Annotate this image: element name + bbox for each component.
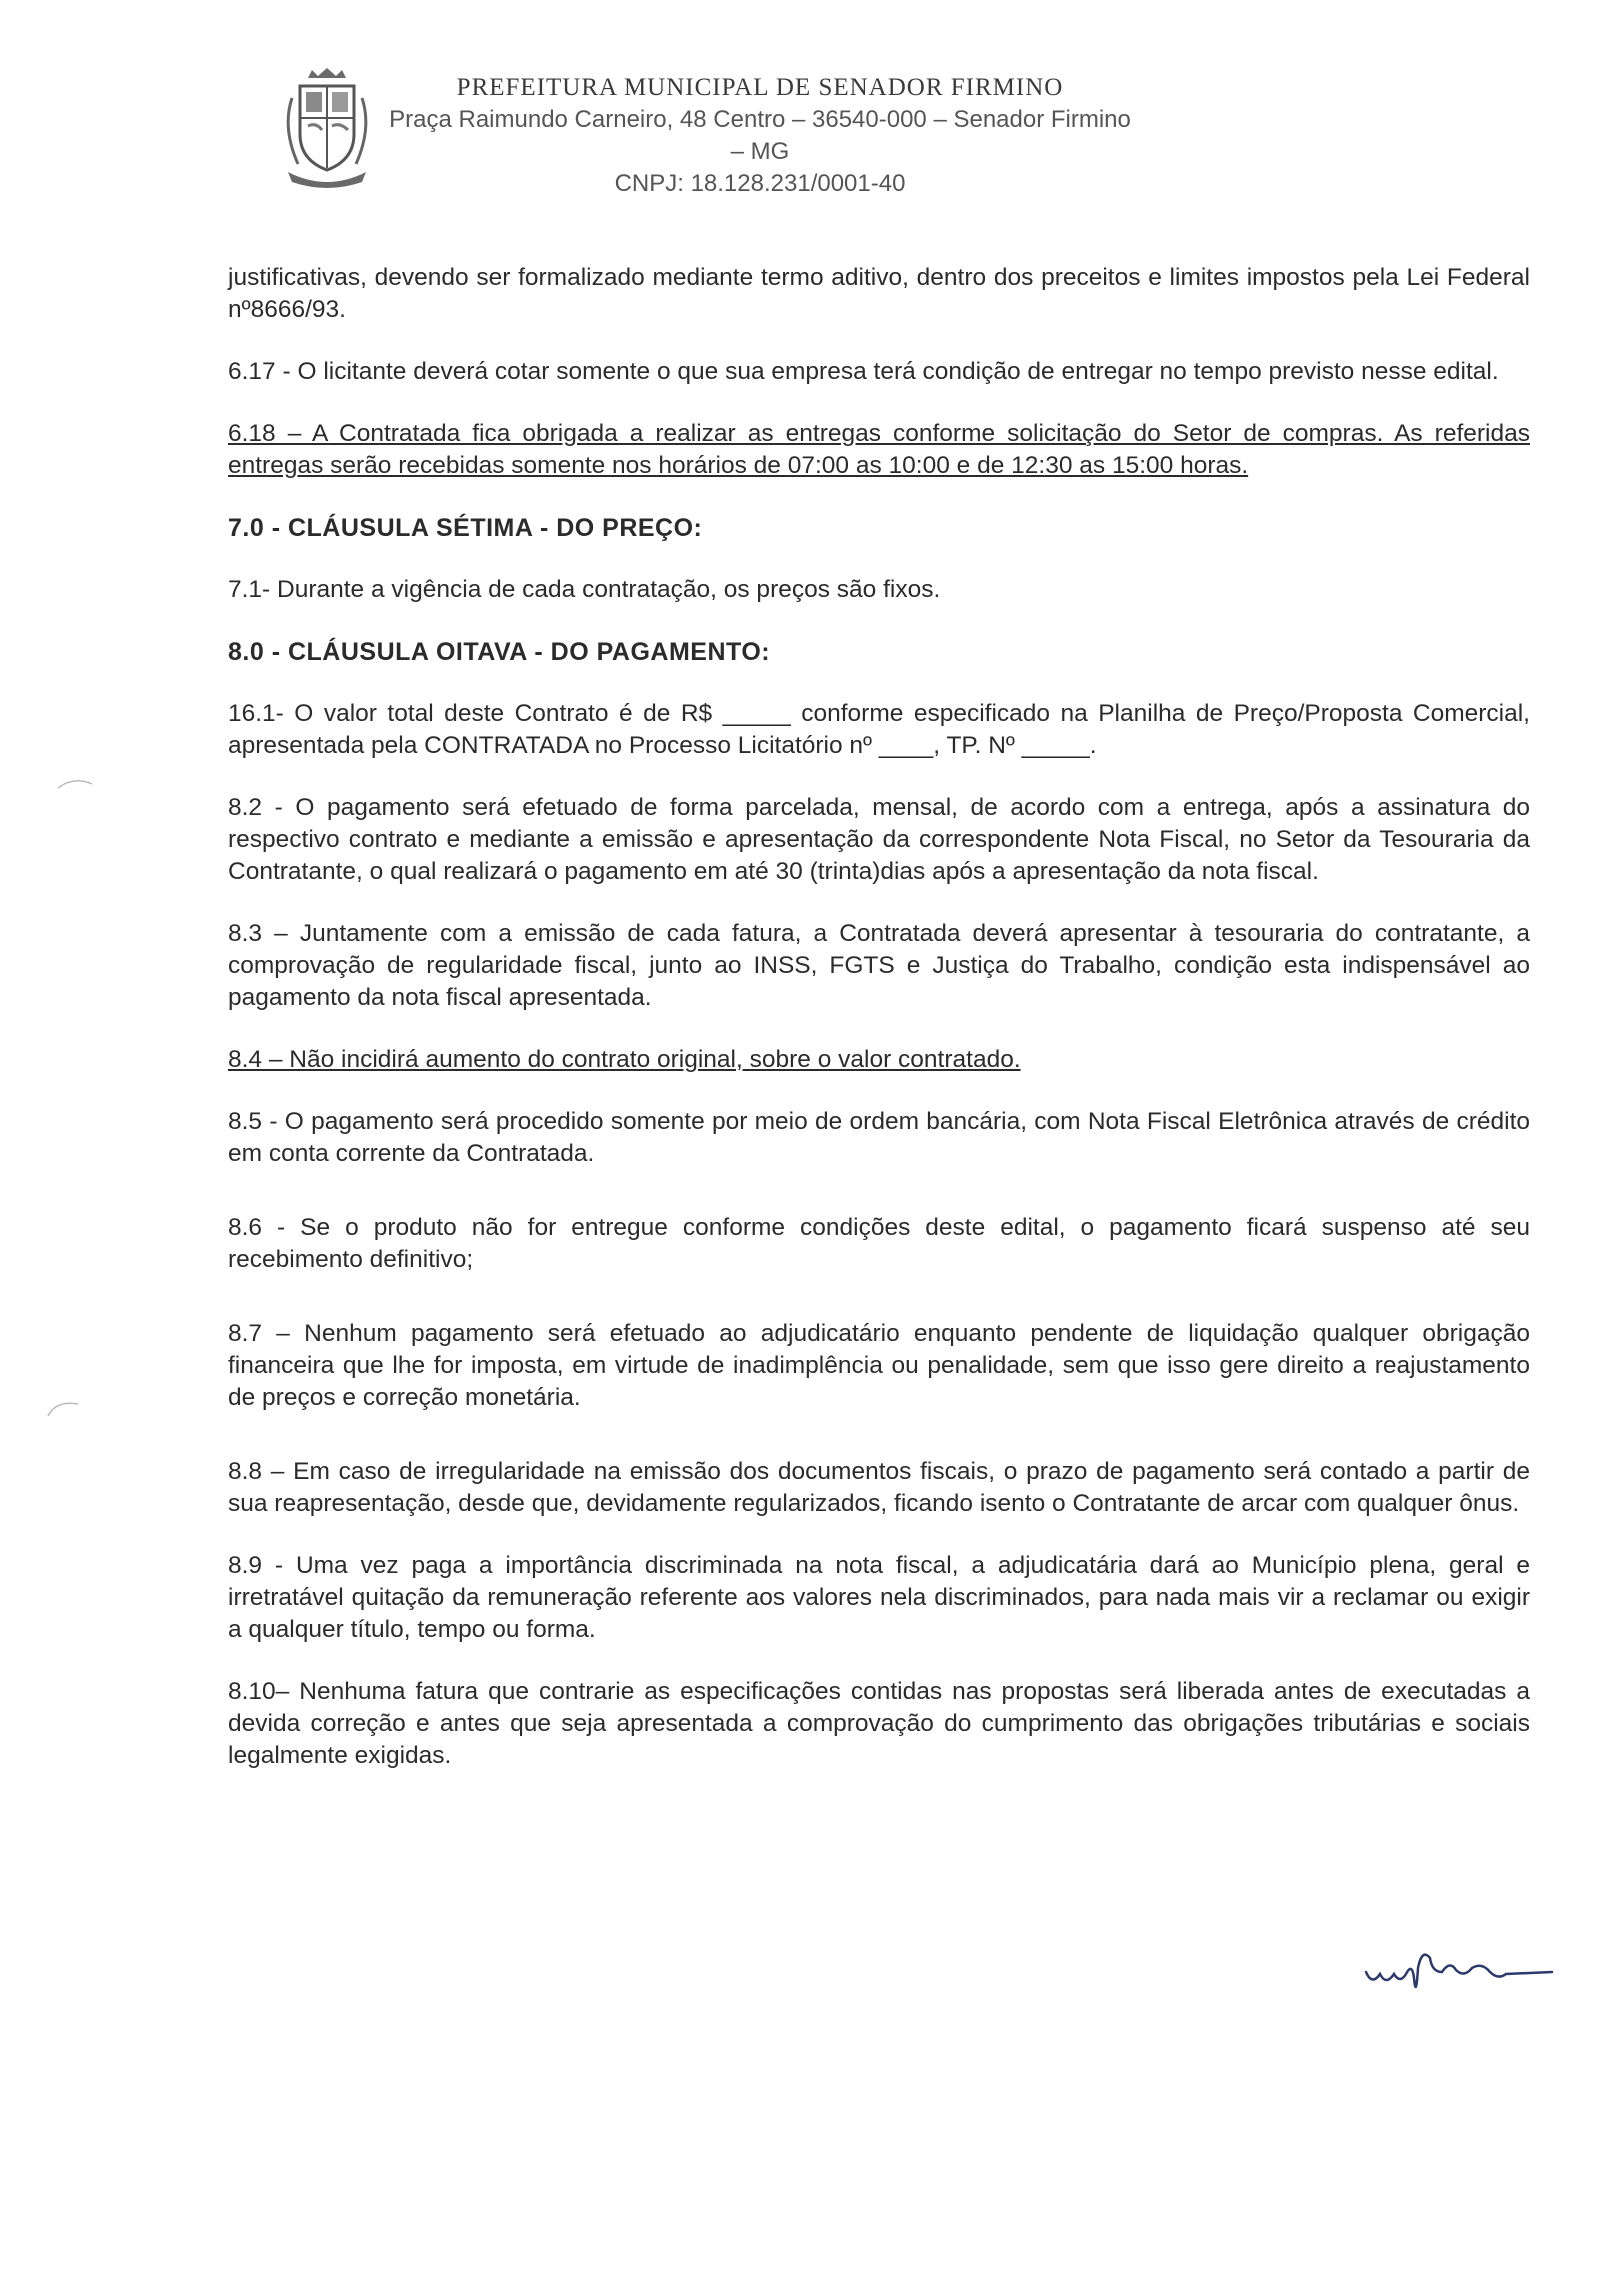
clause-8-6: 8.6 - Se o produto não for entregue conforme condições deste edital, o pagamento ficará suspenso até seu recebimento definitivo; [228,1214,1530,1273]
scan-margin-mark [44,1398,84,1418]
section-heading-8: 8.0 - CLÁUSULA OITAVA - DO PAGAMENTO: [228,638,771,666]
municipality-address: Praça Raimundo Carneiro, 48 Centro – 36540-000 – Senador Firmino – MG [389,106,1131,165]
clause-7-1: 7.1- Durante a vigência de cada contratação, os preços são fixos. [228,576,941,603]
scan-margin-mark [56,776,96,790]
clause-8-8: 8.8 – Em caso de irregularidade na emissão dos documentos fiscais, o prazo de pagamento será contado a partir de sua reapresentação, desde que, devidamente regularizados, ficando isento o Contratante de arcar com qualquer ônus. [228,1458,1530,1517]
letterhead [0,60,1600,200]
clause-8-4: 8.4 – Não incidirá aumento do contrato original, sobre o valor contratado. [228,1046,1021,1073]
municipality-name: PREFEITURA MUNICIPAL DE SENADOR FIRMINO [456,74,1064,101]
section-heading-7: 7.0 - CLÁUSULA SÉTIMA - DO PREÇO: [228,514,703,542]
clause-8-2: 8.2 - O pagamento será efetuado de forma parcelada, mensal, de acordo com a entrega, após a assinatura do respectivo contrato e mediante a emissão e apresentação da correspondente Nota Fiscal, no Setor da Tesouraria da Contratante, o qual realizará o pagamento em até 30 (trinta)dias após a apresentação da nota fiscal. [228,794,1530,885]
municipality-cnpj: CNPJ: 18.128.231/0001-40 [614,170,906,197]
clause-8-9: 8.9 - Uma vez paga a importância discriminada na nota fiscal, a adjudicatária dará ao Município plena, geral e irretratável quitação da remuneração referente aos valores nela discriminados, para nada mais vir a reclamar ou exigir a qualquer título, tempo ou forma. [228,1552,1530,1643]
document-body [228,262,1530,1802]
paragraph-continuation: justificativas, devendo ser formalizado mediante termo aditivo, dentro dos preceitos e limites impostos pela Lei Federal nº8666/93. [228,264,1530,323]
municipal-crest-icon [278,68,376,190]
clause-6-17: 6.17 - O licitante deverá cotar somente o que sua empresa terá condição de entregar no tempo previsto nesse edital. [228,358,1499,385]
clause-8-7: 8.7 – Nenhum pagamento será efetuado ao adjudicatário enquanto pendente de liquidação qualquer obrigação financeira que lhe for imposta, em virtude de inadimplência ou penalidade, sem que isso gere direito a reajustamento de preços e correção monetária. [228,1320,1530,1411]
clause-8-3: 8.3 – Juntamente com a emissão de cada fatura, a Contratada deverá apresentar à tesouraria do contratante, a comprovação de regularidade fiscal, junto ao INSS, FGTS e Justiça do Trabalho, condição esta indispensável ao pagamento da nota fiscal apresentada. [228,920,1530,1011]
clause-8-5: 8.5 - O pagamento será procedido somente por meio de ordem bancária, com Nota Fiscal Eletrônica através de crédito em conta corrente da Contratada. [228,1108,1530,1167]
letterhead-text [380,72,1140,200]
clause-16-1: 16.1- O valor total deste Contrato é de R$ _____ conforme especificado na Planilha de Preço/Proposta Comercial, apresentada pela CONTRATADA no Processo Licitatório nº ____, TP. Nº _____. [228,700,1530,759]
clause-8-10: 8.10– Nenhuma fatura que contrarie as especificações contidas nas propostas será liberada antes de executadas a devida correção e antes que seja apresentada a comprovação do cumprimento das obrigações tributárias e sociais legalmente exigidas. [228,1678,1530,1769]
clause-6-18: 6.18 – A Contratada fica obrigada a realizar as entregas conforme solicitação do Setor de compras. As referidas entregas serão recebidas somente nos horários de 07:00 as 10:00 e de 12:30 as 15:00 horas. [228,420,1530,479]
handwritten-initials-signature [1360,1938,1560,2008]
